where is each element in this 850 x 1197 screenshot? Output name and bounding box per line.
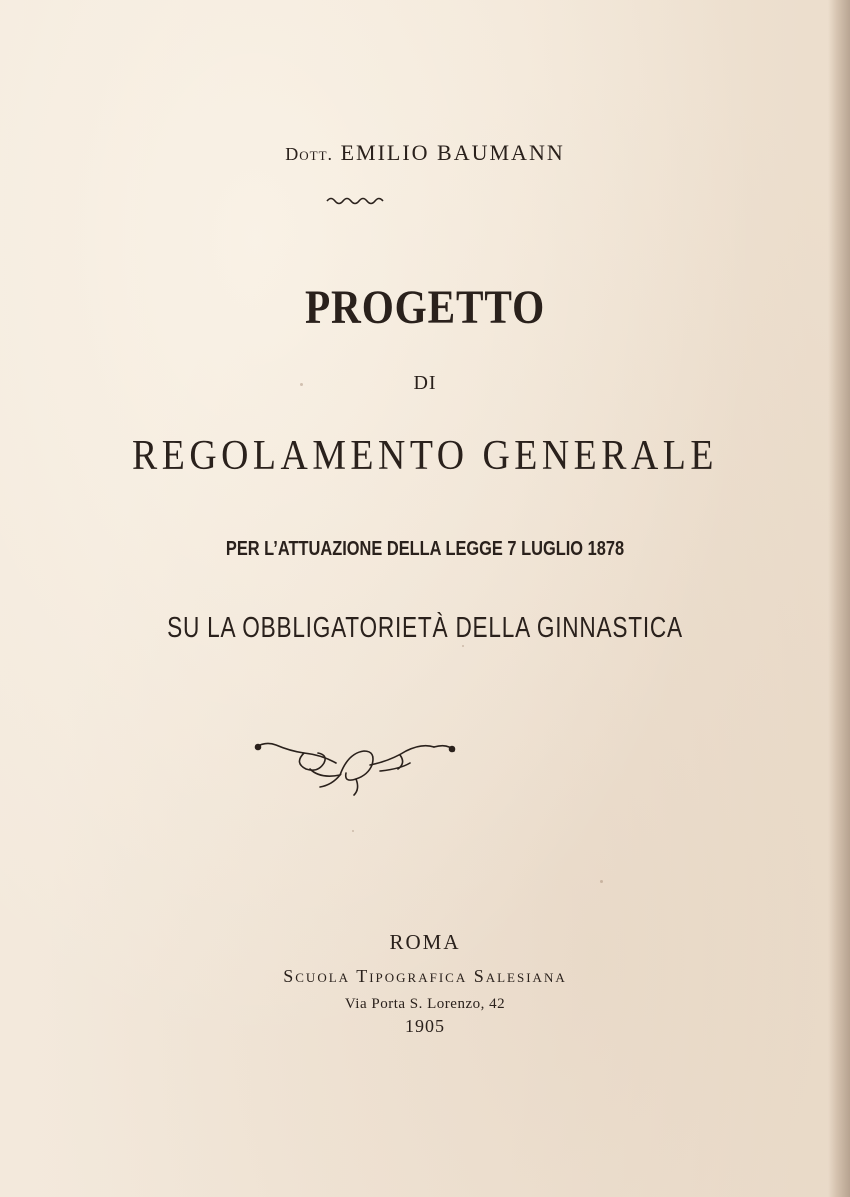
author-name: EMILIO BAUMANN (340, 140, 565, 165)
imprint-address: Via Porta S. Lorenzo, 42 (344, 996, 506, 1012)
paper-speck (300, 383, 303, 386)
wavy-rule-icon (325, 194, 389, 208)
title-subject: REGOLAMENTO GENERALE (132, 433, 718, 479)
paper-speck (462, 645, 464, 647)
author-line (0, 140, 850, 166)
imprint-year: 1905 (405, 1016, 445, 1036)
paper-speck (352, 830, 354, 832)
paper-speck (600, 880, 603, 883)
author-prefix: Dott. (285, 144, 334, 164)
title-connector: DI (413, 372, 437, 394)
imprint-publisher: Scuola Tipografica Salesiana (283, 966, 567, 986)
subtitle-topic: SU LA OBBLIGATORIETÀ DELLA GINNASTICA (167, 612, 683, 644)
scroll-flourish-icon (250, 735, 460, 797)
imprint-city: ROMA (389, 930, 461, 954)
main-title: PROGETTO (304, 281, 546, 334)
subtitle-law: PER L’ATTUAZIONE DELLA LEGGE 7 LUGLIO 1878 (225, 538, 625, 560)
